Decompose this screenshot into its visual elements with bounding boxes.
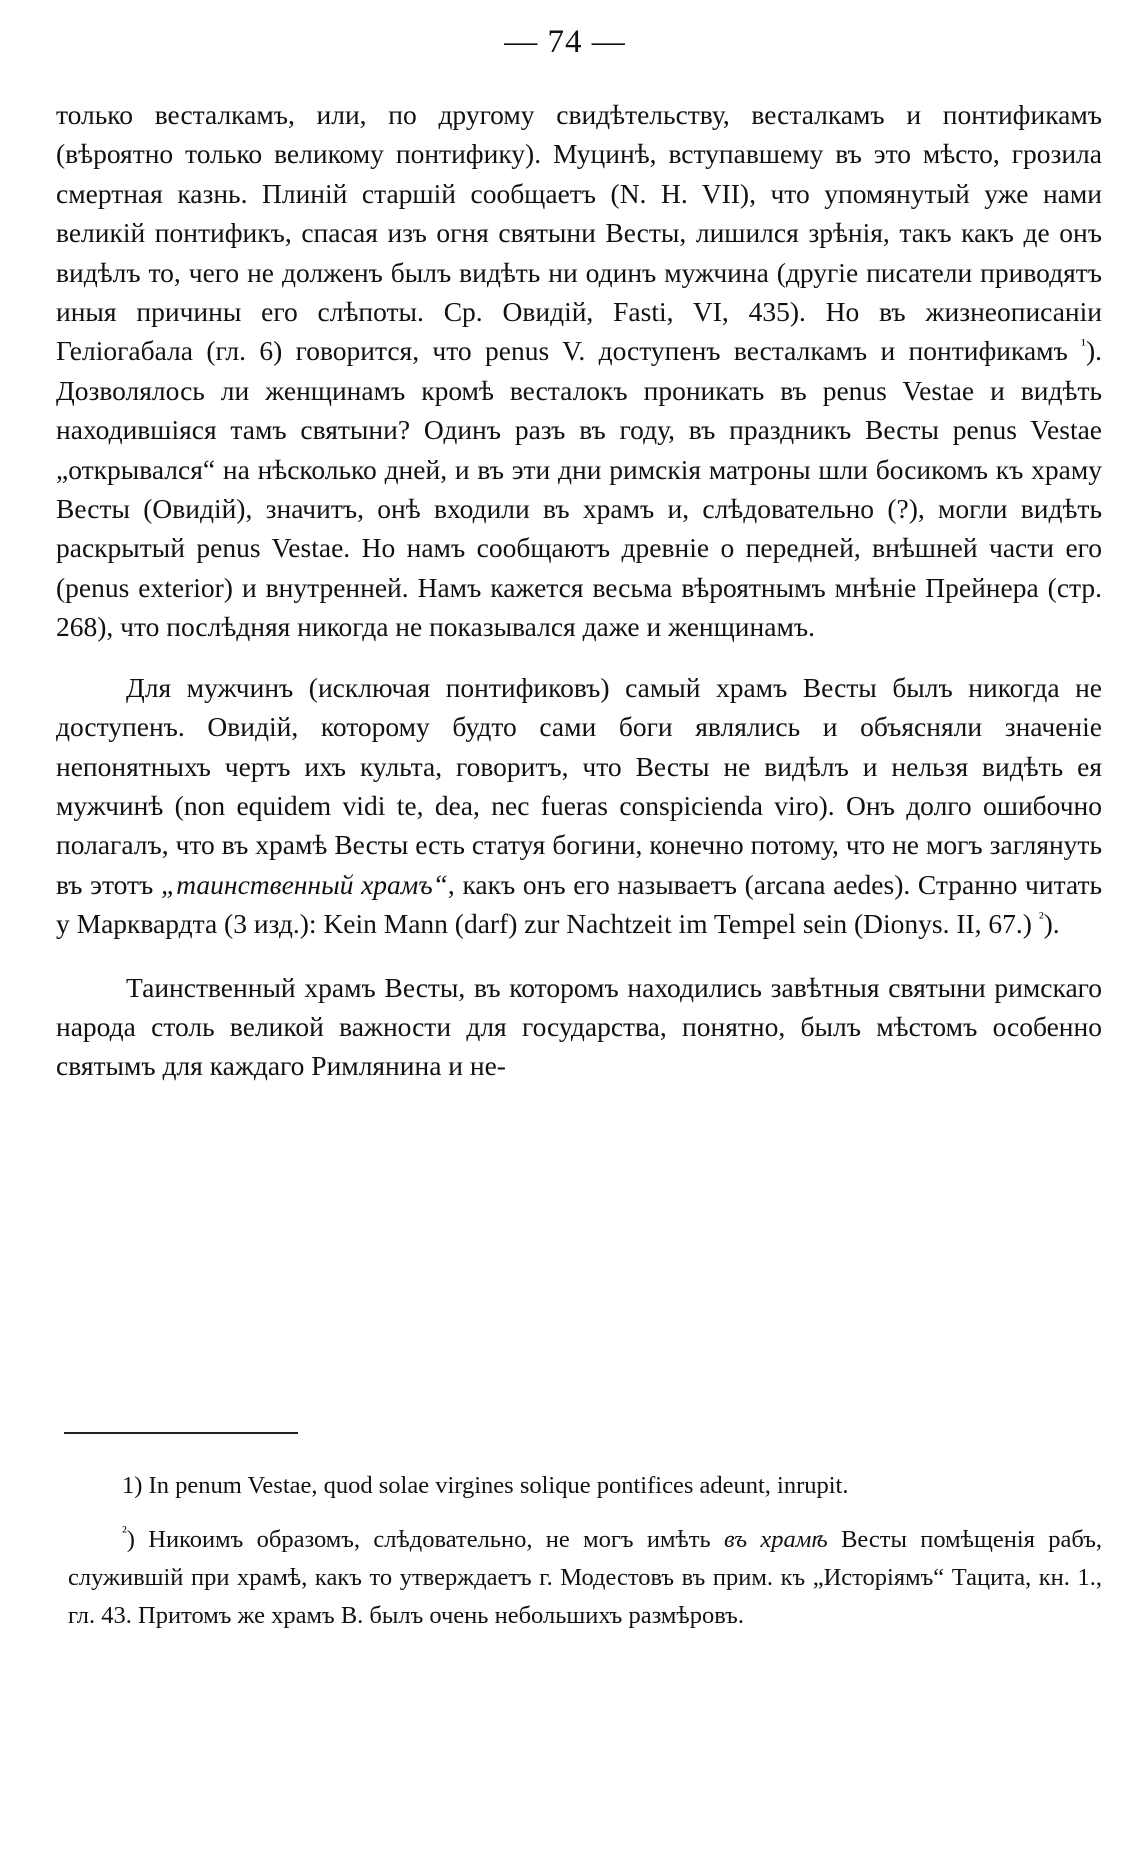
paragraph-men: Для мужчинъ (исключая понтификовъ) самый храмъ Весты былъ никогда не доступенъ. Овидій, которому будто сами боги являлись и объясняли значеніе непонятныхъ чертъ ихъ культа, говоритъ, что Весты не видѣлъ и нельзя видѣть ея мужчинѣ (non equidem vidi te, dea, nec fueras conspicienda viro). Онъ долго ошибочно полагалъ, что въ храмѣ Весты есть статуя богини, конечно потому, что не могъ заглянуть въ этотъ „таинственный храмъ“, какъ онъ его называетъ (arcana aedes). Странно читать у Марквардта (3 изд.): Kein Mann (darf) zur Nachtzeit im Tempel sein (Dionys. II, 67.) $^{^2}$). bbox=[56, 671, 1103, 940]
footnote-ref-1: ¹ bbox=[1081, 337, 1086, 355]
footnote-ref-2: ² bbox=[1038, 910, 1044, 928]
footnote-1: 1) In penum Vestae, quod solae virgines solique pontifices adeunt, inrupit. bbox=[122, 1472, 849, 1499]
main-text bbox=[56, 95, 1102, 1086]
footnote-separator bbox=[64, 1432, 298, 1434]
page-number: — 74 — bbox=[504, 24, 626, 60]
paragraph-mysterious-temple: Таинственный храмъ Весты, въ которомъ находились завѣтныя святыни римскаго народа столь великой важности для государства, понятно, былъ мѣстомъ особенно святымъ для каждаго Римлянина и не- bbox=[56, 971, 1102, 1082]
footnote-1-marker: 1) bbox=[122, 1472, 143, 1499]
footnote-2: $^{^2}$) Никоимъ образомъ, слѣдовательно, не могъ имѣть въ храмѣ Весты помѣщенія рабъ, служившій при храмѣ, какъ то утверждаетъ г. Модестовъ въ прим. къ „Исторіямъ“ Тацита, кн. 1., гл. 43. Притомъ же храмъ В. былъ очень небольшихъ размѣровъ. bbox=[68, 1524, 1102, 1629]
paragraph-continued: только весталкамъ, или, по другому свидѣтельству, весталкамъ и понтификамъ (вѣроятно только великому понтифику). Муцинѣ, вступавшему въ это мѣсто, грозила смертная казнь. Плиній старшій сообщаетъ (N. H. VII), что упомянутый уже нами великій понтификъ, спасая изъ огня святыни Весты, лишился зрѣнія, такъ какъ де онъ видѣлъ то, чего не долженъ былъ видѣть ни одинъ мужчина (другіе писатели приводятъ иныя причины его слѣпоты. Ср. Овидій, Fasti, VI, 435). Но въ жизнеописаніи Геліогабала (гл. 6) говорится, что penus V. доступенъ весталкамъ и понтификамъ $^{^1}$). Дозволялось ли женщинамъ кромѣ весталокъ проникать въ penus Vestae и видѣть находившіяся тамъ святыни? Одинъ разъ въ году, въ праздникъ Весты penus Vestae „открывался“ на нѣсколько дней, и въ эти дни римскія матроны шли босикомъ къ храму Весты (Овидій), значитъ, онѣ входили въ храмъ и, слѣдовательно (?), могли видѣть раскрытый penus Vestae. Но намъ сообщаютъ древніе о передней, внѣшней части его (penus exterior) и внутренней. Намъ кажется весьма вѣроятнымъ мнѣніе Прейнера (стр. 268), что послѣдняя никогда не показывался даже и женщинамъ. bbox=[56, 99, 1102, 643]
footnotes bbox=[68, 1467, 1102, 1635]
footnote-2-marker: ² bbox=[122, 1524, 127, 1541]
